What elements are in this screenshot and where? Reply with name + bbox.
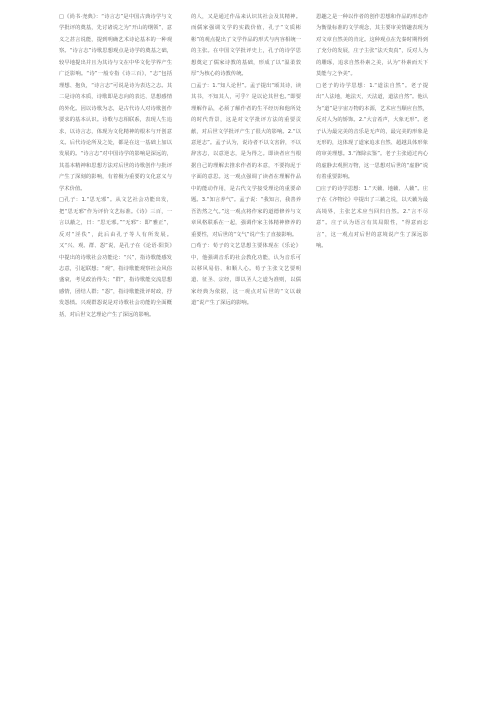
text-column-left: □《尚书·尧典》：“诗言志”是中国古典诗学与文学批评的奠基，先讨诸说之为“开山的纲领”，意义之甚言说能，提到明确艺术诗论基本的一种观察。“诗言志”诗歌思想观点是诗学的奠基之础，较早地提出并且为其诗与文在中华文化学界产生广泛影响。“诗”一般专指《诗三百》，“志”包括理想、抱负，“诗言志”可说是诗为表达之志。其二是诗的本质，诗歌即是志向的表达、思想感情的外化。因以诗歌为志，是古代诗人对诗歌创作要求的基本认识。诗歌与志相联系，表现人生追求，以诗言志，体现为文化精神的根本与开创意义。后代诗论所及之处，都是在这一基础上加以发展的。“诗言志”对中国诗学的影响是深远的，其基本精神和思想方法对后世的诗歌创作与批评产生了深刻的影响，有着极为重要的文化意义与学术价值。 □孔子：1.“思无邪”。从文艺社会功能出发，把“思无邪”作为评价文艺标准。《诗》三百，一言以蔽之，曰：“思无邪。”“无邪”：即“雅正”，反对“淫佚”，此后由孔子等人有所发展。又“兴、观、群、怨”说，是孔子在《论语·阳货》中提出的诗歌社会功能论：“兴”，指诗歌能感发志意，引起联想；“观”，指诗歌能观察社会风俗盛衰，考见政治得失；“群”，指诗歌能交流思想感情，团结人群；“怨”，指诗歌能批评时政，抒发怨愤。兴观群怨说是对诗歌社会功能的全面概括，对后世文艺理论产生了深远的影响。	[59, 14, 172, 318]
text-column-right: 恩趣之是一种以作者的创作思想和作品的形态作为衡量标准的文学观念，其主要审美情趣表现为对文章自然美的肯定。这种观点在先秦时期得到了充分的发展，庄子主张“法天贵真”，反对人为的雕琢，追求自然朴素之美，认为“朴素而天下莫能与之争美”。 □老子的诗学思想：1.“道法自然”。老子提出“人法地，地法天，天法道，道法自然”。他认为“道”是宇宙万物的本源，艺术应当顺应自然，反对人为的矫饰。2.“大音希声，大象无形”。老子认为最完美的音乐是无声的，最完美的形象是无形的，这体现了道家追求自然、超越具体形象的审美理想。3.“涤除玄鉴”。老子主张通过内心的虚静去观照万物，这一思想对后世的“虚静”说有着重要影响。 □庄子的诗学思想：1.“天籁、地籁、人籁”。庄子在《齐物论》中提出了三籁之说，以天籁为最高境界，主张艺术应当回归自然。2.“言不尽意”。庄子认为语言有其局限性，“得意而忘言”，这一观点对后世的意境说产生了深远影响。	[316, 14, 428, 250]
text-column-middle: 的人，又是通过作品来认识其社会及其精神。而儒家强调文学的实践价值，孔子“文质彬彬”的观点提出了文学作品的形式与内容相统一的主张。在中国文学批评史上，孔子的诗学思想奠定了儒家诗教的基础，形成了以“温柔敦厚”为核心的诗教传统。 □孟子：1.“知人论世”。孟子提出“颂其诗，读其书，不知其人，可乎？是以论其世也。”即要理解作品，必须了解作者的生平经历和他所处的时代背景，这是对文学批评方法的重要贡献，对后世文学批评产生了很大的影响。2.“以意逆志”。孟子认为，说诗者不以文害辞，不以辞害志，以意逆志，是为得之。即读者应当根据自己的理解去推求作者的本意，不要拘泥于字面的意思。这一观点强调了读者在理解作品中的能动作用，是古代文学接受理论的重要命题。3.“知言养气”。孟子说：“我知言，我善养吾浩然之气。”这一观点将作家的道德修养与文章风格联系在一起，强调作家主体精神修养的重要性，对后世的“文气”说产生了直接影响。 □荀子：荀子的文艺思想主要体现在《乐论》中，他强调音乐的社会教化功能，认为音乐可以移风易俗、和顺人心。荀子主张文艺要明道、征圣、宗经，即以圣人之道为准则，以儒家经典为依据，这一观点对后世的“文以载道”说产生了深远的影响。	[191, 14, 301, 307]
